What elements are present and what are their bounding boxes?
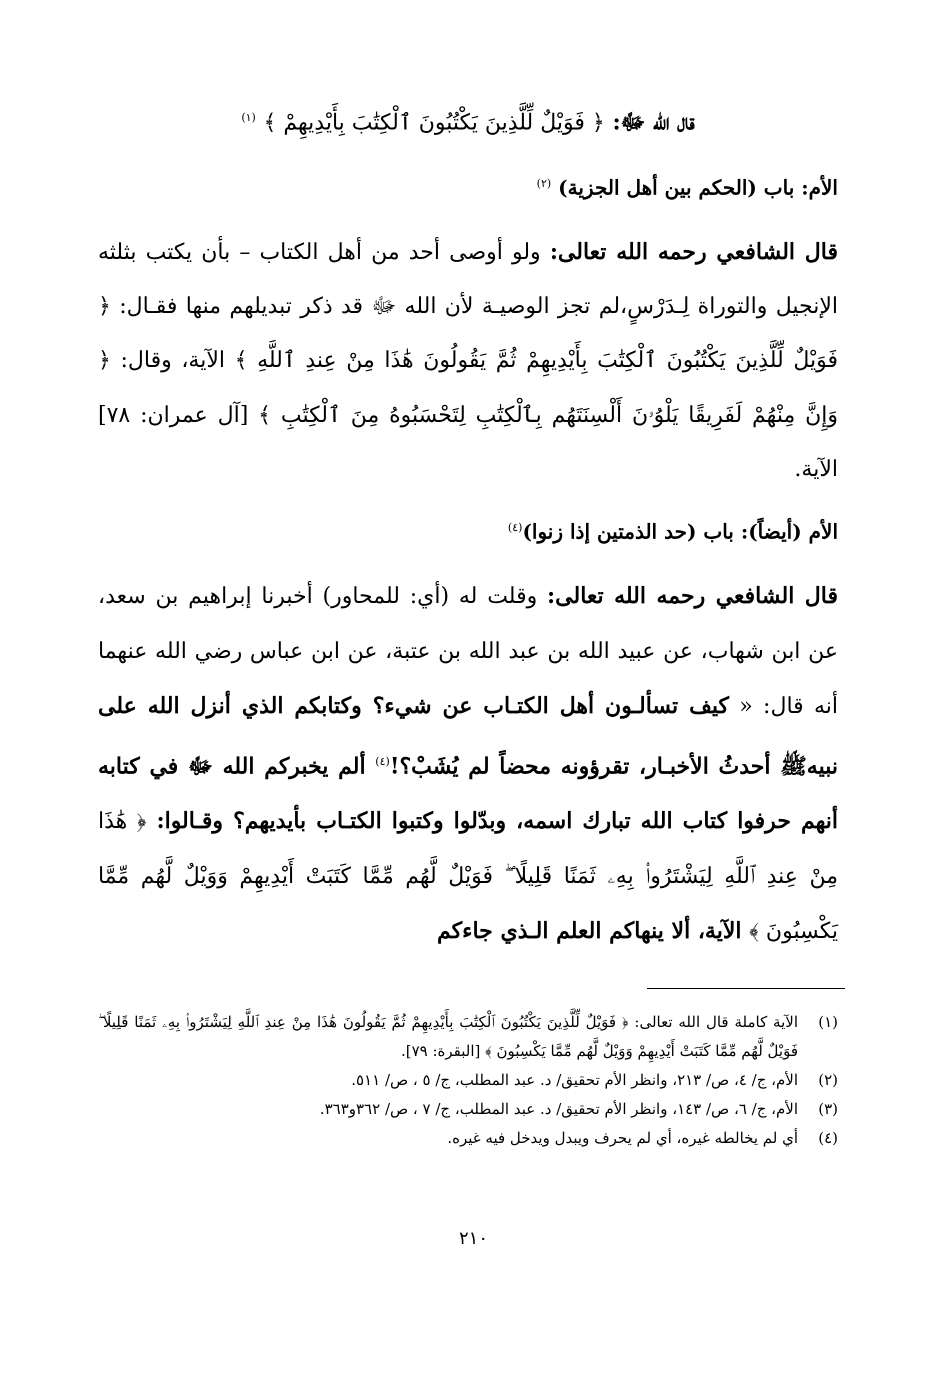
verse-heading-quote: ﴿ فَوَيْلٌ لِّلَّذِينَ يَكْتُبُونَ ٱلْكِتَٰبَ بِأَيْدِيهِمْ ﴾ [263,110,605,136]
paragraph-1-body: ولو أوصى أحد من أهل الكتاب – بأن يكتب بثلثه الإنجيل والتوراة لِـدَرْسٍ،لم تجز الوصيـة لأن الله ﷻ قد ذكر تبديلهم منها فقـال: ﴿ فَوَيْلٌ لِّلَّذِينَ يَكْتُبُونَ ٱلْكِتَٰبَ بِأَيْدِيهِمْ ثُمَّ يَقُولُونَ هَٰذَا مِنْ عِندِ ٱللَّهِ ﴾ الآية، وقال: ﴿ وَإِنَّ مِنْهُمْ لَفَرِيقًا يَلْوُۥنَ أَلْسِنَتَهُم بِٱلْكِتَٰبِ لِتَحْسَبُوهُ مِنَ ٱلْكِتَٰبِ ﴾ [آل عمران: ٧٨] الآية. [98,239,838,482]
footnote-text: أي لم يخالطه غيره، أي لم يحرف ويبدل ويدخل فيه غيره. [447,1129,798,1147]
paragraph-1 [98,225,838,497]
footnote-ref-3[interactable]: (٤) [507,521,523,534]
paragraph-1-speaker: قال الشافعي رحمه الله تعالى: [549,238,839,265]
footnote-ref-1[interactable]: (١) [241,111,256,124]
paragraph-2-bold-a: كيف تسألـون أهل الكتـاب عن شيء؟ وكتابكم الذي أنزل الله على نبيهﷺ أحدثُ الأخبـار، تقرؤونه محضاً لم يُشَبْ؟! [98,692,838,779]
footnotes [98,1008,838,1153]
verse-heading-lead: قال الله ﷻ: [604,109,695,136]
verse-heading [98,98,838,143]
footnote-ref-4[interactable]: (٤) [375,754,390,768]
footnote-divider [647,988,845,989]
paragraph-2-bold-b: ألم يخبركم الله ﷻ في كتابه أنهم حرفوا كتاب الله تبارك اسمه، وبدّلوا وكتبوا الكتـاب بأيديهم؟ وقـالوا: [98,752,838,834]
paragraph-2-speaker: قال الشافعي رحمه الله تعالى: [547,582,838,609]
paragraph-2 [98,569,838,959]
footnote-number: (١) [818,1013,838,1031]
footnote-4 [98,1124,838,1153]
footnote-number: (٤) [818,1129,838,1147]
footnote-number: (٣) [818,1100,838,1118]
section-heading-1-text: الأم: باب (الحكم بين أهل الجزية) [558,175,838,200]
page-number: ٢١٠ [458,1228,488,1249]
footnote-1 [98,1008,838,1066]
footnote-text: الأم، ج/ ٦، ص/ ١٤٣، وانظر الأم تحقيق/ د. عبد المطلب، ج/ ٧ ، ص/ ٣٦٢و٣٦٣. [319,1100,798,1118]
paragraph-2-bold-c: الآية، ألا ينهاكم العلم الـذي جاءكم [437,917,750,944]
paragraph-2-body-a: وقلت له (أي: للمحاور) أخبرنا إبراهيم بن سعد، عن ابن شهاب، عن عبيد الله بن عبد الله بن عتبة، عن ابن عباس رضي الله عنهما أنه قال: « [98,583,838,719]
paragraph-2-verse: ﴿ هَٰذَا مِنْ عِندِ ٱللَّهِ لِيَشْتَرُوا۟ بِهِۦ ثَمَنًا قَلِيلًا ۖ فَوَيْلٌ لَّهُم مِّمَّا كَتَبَتْ أَيْدِيهِمْ وَوَيْلٌ لَّهُم مِّمَّا يَكْسِبُونَ ﴾ [98,808,838,944]
section-heading-1 [98,167,838,205]
section-heading-2-text: الأم (أيضاً): باب (حد الذمتين إذا زنوا) [522,519,838,544]
main-text [98,98,838,973]
footnote-text: الآية كاملة قال الله تعالى: ﴿ فَوَيْلٌ لِّلَّذِينَ يَكْتُبُونَ ٱلْكِتَٰبَ بِأَيْدِيهِمْ ثُمَّ يَقُولُونَ هَٰذَا مِنْ عِندِ ٱللَّهِ لِيَشْتَرُوا۟ بِهِۦ ثَمَنًا قَلِيلًا ۖ فَوَيْلٌ لَّهُم مِّمَّا كَتَبَتْ أَيْدِيهِمْ وَوَيْلٌ لَّهُم مِّمَّا يَكْسِبُونَ ﴾ [البقرة: ٧٩]. [98,1013,798,1060]
footnote-3 [98,1095,838,1124]
section-heading-2 [98,511,838,549]
footnote-ref-2[interactable]: (٢) [536,177,552,191]
footnote-text: الأم، ج/ ٤، ص/ ٢١٣، وانظر الأم تحقيق/ د. عبد المطلب، ج/ ٥ ، ص/ ٥١١. [351,1071,798,1089]
footnote-2 [98,1066,838,1095]
footnote-number: (٢) [818,1071,838,1089]
